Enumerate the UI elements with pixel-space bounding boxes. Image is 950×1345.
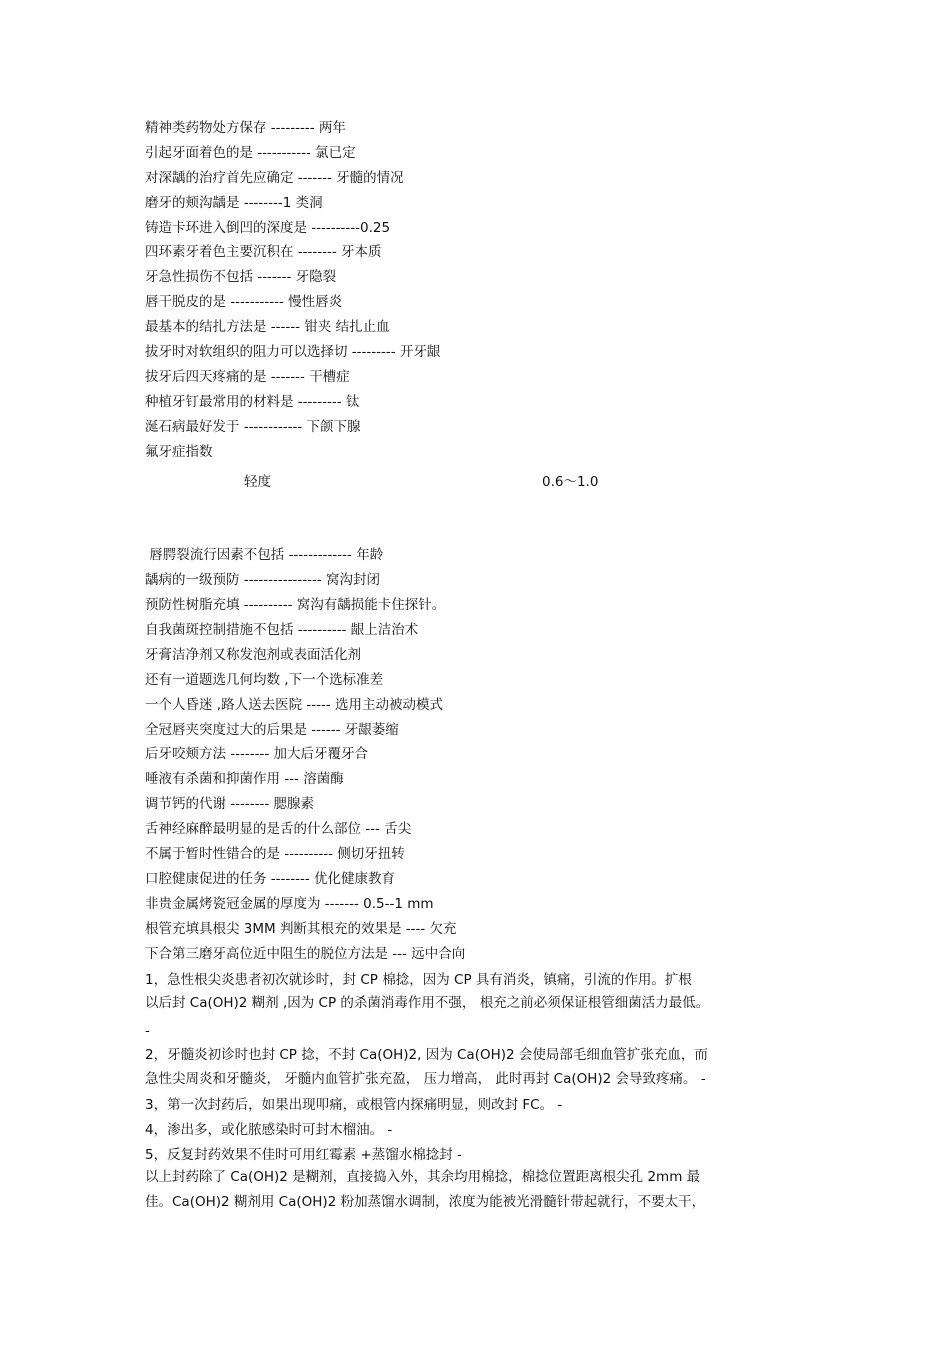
text-line: 下合第三磨牙高位近中阻生的脱位方法是 --- 远中合向 <box>145 946 466 962</box>
text-line: 2，牙髓炎初诊时也封 CP 捻，不封 Ca(OH)2, 因为 Ca(OH)2 会使局部毛细血管扩张充血，而 <box>145 1047 708 1063</box>
text-line: 拔牙后四天疼痛的是 ------- 干槽症 <box>145 369 350 385</box>
text-line: 不属于暂时性错合的是 ---------- 侧切牙扭转 <box>145 846 405 862</box>
text-line: 后牙咬颊方法 -------- 加大后牙覆牙合 <box>145 746 369 762</box>
fluorosis-value: 0.6～1.0 <box>542 474 599 490</box>
text-line: 磨牙的颊沟龋是 --------1 类洞 <box>145 195 323 211</box>
text-line: 舌神经麻醉最明显的是舌的什么部位 --- 舌尖 <box>145 821 412 837</box>
text-line: 预防性树脂充填 ---------- 窝沟有龋损能卡住探针。 <box>145 597 446 613</box>
text-line: 非贵金属烤瓷冠金属的厚度为 ------- 0.5--1 mm <box>145 896 434 912</box>
text-line: - <box>145 1023 150 1039</box>
text-line: 自我菌斑控制措施不包括 ---------- 龈上洁治术 <box>145 622 419 638</box>
text-line: 全冠唇夹突度过大的后果是 ------ 牙龈萎缩 <box>145 722 399 738</box>
text-line: 口腔健康促进的任务 -------- 优化健康教育 <box>145 871 396 887</box>
text-line: 对深龋的治疗首先应确定 ------- 牙髓的情况 <box>145 170 404 186</box>
text-line: 最基本的结扎方法是 ------ 钳夹 结扎止血 <box>145 319 390 335</box>
text-line: 3，第一次封药后，如果出现叩痛，或根管内探痛明显，则改封 FC。 - <box>145 1097 563 1113</box>
text-line: 4，渗出多，或化脓感染时可封木榴油。 - <box>145 1122 393 1138</box>
text-line: 佳。Ca(OH)2 糊剂用 Ca(OH)2 粉加蒸馏水调制，浓度为能被光滑髓针带起就行，不要太干， <box>145 1194 706 1210</box>
text-line: 急性尖周炎和牙髓炎， 牙髓内血管扩张充盈， 压力增高， 此时再封 Ca(OH)2 会导致疼痛。 - <box>145 1071 706 1087</box>
text-line: 牙膏洁净剂又称发泡剂或表面活化剂 <box>145 647 361 663</box>
text-line: 唾液有杀菌和抑菌作用 --- 溶菌酶 <box>145 771 344 787</box>
text-line: 涎石病最好发于 ------------ 下颌下腺 <box>145 419 361 435</box>
text-line: 根管充填具根尖 3MM 判断其根充的效果是 ---- 欠充 <box>145 921 457 937</box>
text-line: 龋病的一级预防 ---------------- 窝沟封闭 <box>145 572 381 588</box>
text-line: 唇腭裂流行因素不包括 ------------- 年龄 <box>145 547 384 563</box>
fluorosis-label: 轻度 <box>244 474 271 490</box>
text-line: 以上封药除了 Ca(OH)2 是糊剂，直接捣入外，其余均用棉捻，棉捻位置距离根尖孔 2mm 最 <box>145 1169 701 1185</box>
text-line: 拔牙时对软组织的阻力可以选择切 --------- 开牙龈 <box>145 344 441 360</box>
text-line: 氟牙症指数 <box>145 444 213 460</box>
text-line: 唇干脱皮的是 ----------- 慢性唇炎 <box>145 294 343 310</box>
text-line: 一个人昏迷 ,路人送去医院 ----- 选用主动被动模式 <box>145 697 444 713</box>
text-line: 牙急性损伤不包括 ------- 牙隐裂 <box>145 269 337 285</box>
text-line: 以后封 Ca(OH)2 糊剂 ,因为 CP 的杀菌消毒作用不强， 根充之前必须保证根管细菌活力最低。 <box>145 995 710 1011</box>
text-line: 5，反复封药效果不佳时可用红霉素 +蒸馏水棉捻封 - <box>145 1147 462 1163</box>
text-line: 精神类药物处方保存 --------- 两年 <box>145 120 346 136</box>
text-line: 1，急性根尖炎患者初次就诊时，封 CP 棉捻，因为 CP 具有消炎，镇痛，引流的作用。扩根 <box>145 972 692 988</box>
text-line: 铸造卡环进入倒凹的深度是 ----------0.25 <box>145 220 391 236</box>
text-line: 引起牙面着色的是 ----------- 氯已定 <box>145 145 356 161</box>
text-line: 四环素牙着色主要沉积在 -------- 牙本质 <box>145 244 382 260</box>
text-line: 种植牙钉最常用的材料是 --------- 钛 <box>145 394 360 410</box>
text-line: 还有一道题选几何均数 ,下一个选标准差 <box>145 672 384 688</box>
text-line: 调节钙的代谢 -------- 腮腺素 <box>145 796 315 812</box>
